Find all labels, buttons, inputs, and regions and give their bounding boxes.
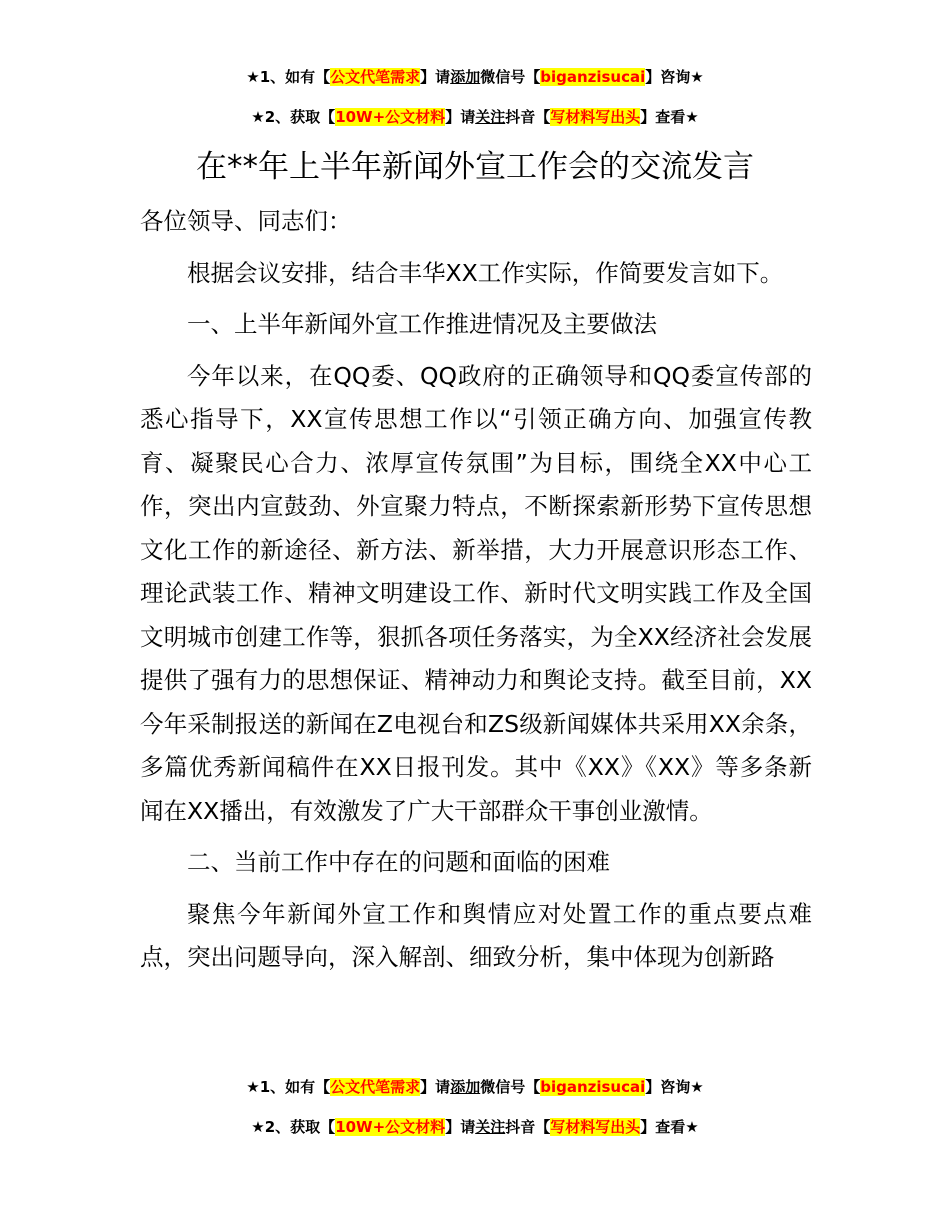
intro-paragraph: 根据会议安排，结合丰华XX工作实际，作简要发言如下。 bbox=[187, 258, 784, 287]
banner-text: 】咨询★ bbox=[645, 68, 704, 86]
banner-highlight-service: 公文代笔需求 bbox=[330, 68, 421, 86]
banner-text: 抖音【 bbox=[505, 108, 551, 126]
banner-underlined-text: 关注 bbox=[475, 108, 506, 126]
section-1-paragraph: 今年以来，在QQ委、QQ政府的正确领导和QQ委宣传部的悉心指导下，XX宣传思想工作以“引领正确方向、加强宣传教育、凝聚民心合力、浓厚宣传氛围”为目标，围绕全XX中心工作，突出内宣鼓劲、外宣聚力特点，不断探索新形势下宣传思想文化工作的新途径、新方法、新举措，大力开展意识形态工作、理论武装工作、精神文明建设工作、新时代文明实践工作及全国文明城市创建工作等，狠抓各项任务落实，为全XX经济社会发展提供了强有力的思想保证、精神动力和舆论支持。截至目前，XX今年采制报送的新闻在Z电视台和ZS级新闻媒体共采用XX余条，多篇优秀新闻稿件在XX日报刊发。其中《XX》《XX》等多条新闻在XX播出，有效激发了广大干部群众干事创业激情。 bbox=[140, 361, 812, 825]
banner-text: 】请 bbox=[420, 1078, 451, 1096]
banner-text: 微信号【 bbox=[480, 1078, 541, 1096]
banner-highlight-douyin: 写材料写出头 bbox=[550, 108, 641, 126]
section-heading-2: 二、当前工作中存在的问题和面临的困难 bbox=[187, 848, 610, 876]
banner-highlight-materials: 10W+公文材料 bbox=[335, 108, 446, 126]
banner-text: ★1、如有【 bbox=[246, 68, 331, 86]
banner-text: 】查看★ bbox=[640, 108, 699, 126]
banner-text: 】查看★ bbox=[640, 1118, 699, 1136]
banner-highlight-wechat-id: biganzisucai bbox=[540, 1078, 646, 1096]
banner-text: ★2、获取【 bbox=[251, 1118, 336, 1136]
banner-text: ★2、获取【 bbox=[251, 108, 336, 126]
section-2-paragraph: 聚焦今年新闻外宣工作和舆情应对处置工作的重点要点难点，突出问题导向，深入解剖、细致分析，集中体现为创新路 bbox=[140, 899, 812, 971]
banner-text: 微信号【 bbox=[480, 68, 541, 86]
banner-text: 】请 bbox=[445, 108, 476, 126]
promo-banner-bottom-line2 bbox=[0, 1116, 950, 1138]
banner-underlined-text: 添加 bbox=[450, 1078, 481, 1096]
banner-underlined-text: 关注 bbox=[475, 1118, 506, 1136]
banner-highlight-materials: 10W+公文材料 bbox=[335, 1118, 446, 1136]
promo-banner-top-line1 bbox=[0, 66, 950, 88]
banner-text: 】请 bbox=[420, 68, 451, 86]
banner-text: 】请 bbox=[445, 1118, 476, 1136]
banner-text: 】咨询★ bbox=[645, 1078, 704, 1096]
banner-highlight-service: 公文代笔需求 bbox=[330, 1078, 421, 1096]
banner-highlight-wechat-id: biganzisucai bbox=[540, 68, 646, 86]
promo-banner-top-line2 bbox=[0, 106, 950, 128]
document-title: 在**年上半年新闻外宣工作会的交流发言 bbox=[196, 149, 754, 185]
promo-banner-bottom-line1 bbox=[0, 1076, 950, 1098]
banner-highlight-douyin: 写材料写出头 bbox=[550, 1118, 641, 1136]
salutation: 各位领导、同志们： bbox=[140, 207, 352, 235]
banner-text: ★1、如有【 bbox=[246, 1078, 331, 1096]
banner-text: 抖音【 bbox=[505, 1118, 551, 1136]
section-heading-1: 一、上半年新闻外宣工作推进情况及主要做法 bbox=[187, 310, 657, 338]
document-body bbox=[140, 200, 812, 980]
banner-underlined-text: 添加 bbox=[450, 68, 481, 86]
